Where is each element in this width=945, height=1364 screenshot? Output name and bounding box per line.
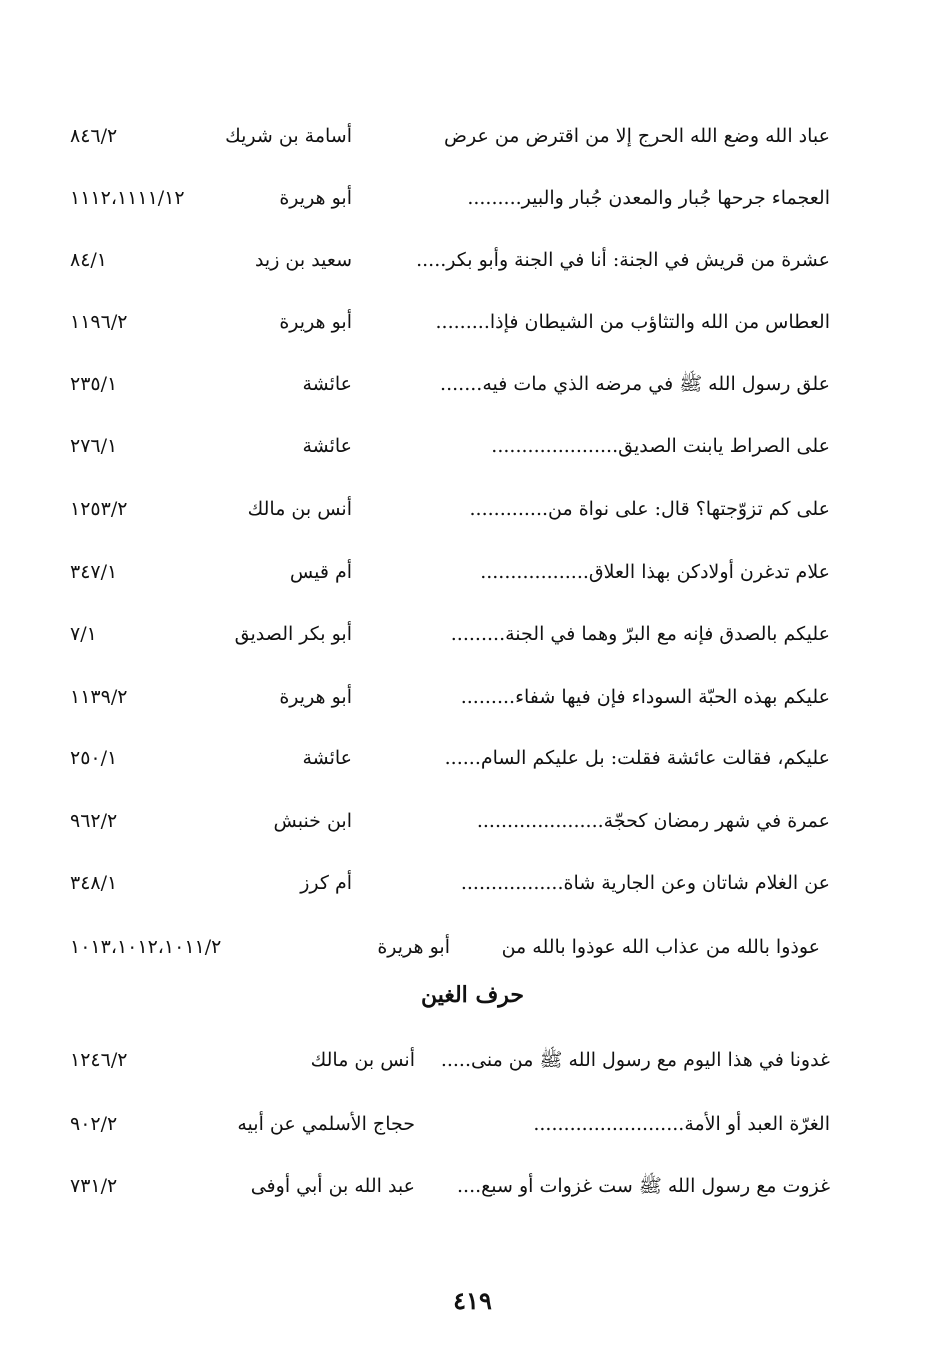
reference: ٧/١: [70, 623, 97, 645]
hadith-text: العطاس من الله والتثاؤب من الشيطان فإذا.........: [435, 311, 830, 333]
hadith-text: عوذوا بالله من عذاب الله عوذوا بالله من: [501, 936, 820, 958]
narrator: أنس بن مالك: [247, 498, 352, 520]
narrator: أبو هريرة: [279, 187, 352, 209]
reference: ٢٣٥/١: [70, 373, 118, 395]
list-item: [70, 801, 830, 841]
page-number: ٤١٩: [453, 1286, 492, 1315]
list-item: [70, 1040, 830, 1080]
narrator: عبد الله بن أبي أوفى: [250, 1175, 415, 1197]
list-item: [70, 489, 830, 529]
reference: ٣٤٧/١: [70, 561, 118, 583]
list-item: [70, 677, 830, 717]
reference: ٢٧٦/١: [70, 435, 118, 457]
list-item: [70, 1104, 830, 1144]
list-item: [70, 738, 830, 778]
list-item: [70, 302, 830, 342]
list-item: [70, 863, 830, 903]
hadith-text: عليكم، فقالت عائشة فقلت: بل عليكم السام......: [444, 747, 830, 769]
narrator: أبو بكر الصديق: [234, 623, 352, 645]
narrator: ابن خنبش: [273, 810, 352, 832]
reference: ١١١٢،١١١١/١٢: [70, 187, 185, 209]
narrator: عائشة: [302, 373, 352, 395]
list-item: [70, 240, 830, 280]
reference: ٨٤٦/٢: [70, 125, 118, 147]
hadith-text: عليكم بالصدق فإنه مع البرّ وهما في الجنة.........: [450, 623, 830, 645]
reference: ٩٦٢/٢: [70, 810, 118, 832]
narrator: أبو هريرة: [377, 936, 450, 958]
narrator: أبو هريرة: [279, 311, 352, 333]
list-item: [70, 426, 830, 466]
list-item: [70, 927, 830, 967]
reference: ١١٣٩/٢: [70, 686, 128, 708]
narrator: أبو هريرة: [279, 686, 352, 708]
hadith-text: علق رسول الله ﷺ في مرضه الذي مات فيه.......: [440, 373, 830, 395]
list-item: [70, 116, 830, 156]
narrator: أنس بن مالك: [310, 1049, 415, 1071]
list-item: [70, 1166, 830, 1206]
narrator: عائشة: [302, 435, 352, 457]
reference: ٢٥٠/١: [70, 747, 118, 769]
reference: ١٠١٣،١٠١٢،١٠١١/٢: [70, 936, 222, 958]
narrator: أم كرز: [300, 872, 352, 894]
hadith-text: عباد الله وضع الله الحرج إلا من اقترض من عرض: [443, 125, 830, 147]
list-item: [70, 178, 830, 218]
reference: ١٢٥٣/٢: [70, 498, 128, 520]
reference: ١٢٤٦/٢: [70, 1049, 128, 1071]
reference: ٣٤٨/١: [70, 872, 118, 894]
hadith-text: غزوت مع رسول الله ﷺ ست غزوات أو سبع....: [456, 1175, 830, 1197]
hadith-text: عليكم بهذه الحبّة السوداء فإن فيها شفاء.........: [460, 686, 830, 708]
hadith-text: غدونا في هذا اليوم مع رسول الله ﷺ من منى.....: [440, 1049, 830, 1071]
reference: ٧٣١/٢: [70, 1175, 118, 1197]
list-item: [70, 552, 830, 592]
hadith-text: على الصراط يابنت الصديق.....................: [491, 435, 830, 457]
reference: ٨٤/١: [70, 249, 108, 271]
hadith-text: عشرة من قريش في الجنة: أنا في الجنة وأبو بكر.....: [416, 249, 830, 271]
hadith-text: الغرّة العبد أو الأمة.........................: [533, 1113, 830, 1135]
list-item: [70, 364, 830, 404]
hadith-text: عمرة في شهر رمضان كحجّة.....................: [476, 810, 830, 832]
hadith-text: علام تدغرن أولادكن بهذا العلاق..................: [480, 561, 830, 583]
narrator: أم قيس: [289, 561, 352, 583]
narrator: عائشة: [302, 747, 352, 769]
hadith-text: على كم تزوّجتها؟ قال: على نواة من.............: [469, 498, 830, 520]
section-title: حرف الغين: [420, 982, 525, 1008]
narrator: حجاج الأسلمي عن أبيه: [237, 1113, 415, 1135]
hadith-text: عن الغلام شاتان وعن الجارية شاة.................: [460, 872, 830, 894]
reference: ١١٩٦/٢: [70, 311, 128, 333]
hadith-text: العجماء جرحها جُبار والمعدن جُبار والبير.........: [467, 187, 830, 209]
reference: ٩٠٢/٢: [70, 1113, 118, 1135]
narrator: سعيد بن زيد: [254, 249, 352, 271]
narrator: أسامة بن شريك: [225, 125, 352, 147]
list-item: [70, 614, 830, 654]
